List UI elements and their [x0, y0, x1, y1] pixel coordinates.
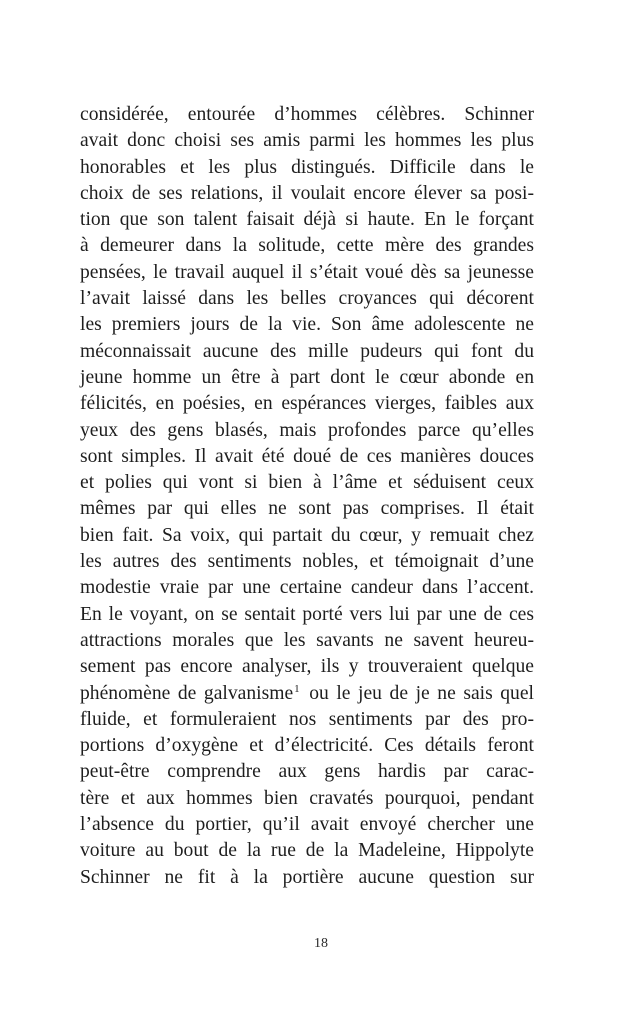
text-line: portions d’oxygène et d’électricité. Ces détails feront	[80, 735, 534, 757]
text-line: choix de ses relations, il voulait encore élever sa posi-	[80, 182, 534, 204]
text-line: pensées, le travail auquel il s’était voué dès sa jeunesse	[80, 261, 534, 283]
text-line: et polies qui vont si bien à l’âme et séduisent ceux	[80, 472, 534, 494]
text-line: tère et aux hommes bien cravatés pourquoi, pendant	[80, 787, 534, 809]
text-line: les autres des sentiments nobles, et témoignait d’une	[80, 551, 534, 573]
text-line: félicités, en poésies, en espérances vierges, faibles aux	[80, 393, 534, 415]
text-line: Schinner ne fit à la portière aucune question sur	[80, 866, 534, 888]
footnote-marker[interactable]: 1	[294, 682, 300, 695]
footnote-line-end: ou le jeu de je ne sais quel	[301, 682, 534, 704]
page-number: 18	[314, 936, 328, 951]
text-line-with-footnote	[80, 681, 534, 707]
text-line: tion que son talent faisait déjà si haute. En le forçant	[80, 209, 534, 231]
text-line: honorables et les plus distingués. Difficile dans le	[80, 156, 534, 178]
text-line: modestie vraie par une certaine candeur dans l’accent.	[80, 577, 534, 599]
text-line: yeux des gens blasés, mais profondes parce qu’elles	[80, 419, 534, 441]
text-line: mêmes par qui elles ne sont pas comprises. Il était	[80, 498, 534, 520]
text-line: l’avait laissé dans les belles croyances qui décorent	[80, 288, 534, 310]
text-line: l’absence du portier, qu’il avait envoyé chercher une	[80, 814, 534, 836]
text-line: considérée, entourée d’hommes célèbres. Schinner	[80, 104, 534, 125]
text-line: avait donc choisi ses amis parmi les hommes les plus	[80, 130, 534, 152]
text-line: fluide, et formuleraient nos sentiments par des pro-	[80, 708, 534, 730]
footnote-line-start: phénomène de galvanisme	[80, 682, 294, 704]
text-line: sont simples. Il avait été doué de ces manières douces	[80, 445, 534, 467]
text-line: à demeurer dans la solitude, cette mère des grandes	[80, 235, 534, 257]
body-text	[80, 102, 534, 891]
text-line: bien fait. Sa voix, qui partait du cœur, y remuait chez	[80, 524, 534, 546]
text-line: les premiers jours de la vie. Son âme adolescente ne	[80, 314, 534, 336]
text-line: En le voyant, on se sentait porté vers lui par une de ces	[80, 603, 534, 625]
text-line: jeune homme un être à part dont le cœur abonde en	[80, 366, 534, 388]
text-line: attractions morales que les savants ne savent heureu-	[80, 629, 534, 651]
text-line: méconnaissait aucune des mille pudeurs qui font du	[80, 340, 534, 362]
text-line: voiture au bout de la rue de la Madeleine, Hippolyte	[80, 840, 534, 862]
text-line: sement pas encore analyser, ils y trouveraient quelque	[80, 656, 534, 678]
text-line: peut-être comprendre aux gens hardis par carac-	[80, 761, 534, 783]
